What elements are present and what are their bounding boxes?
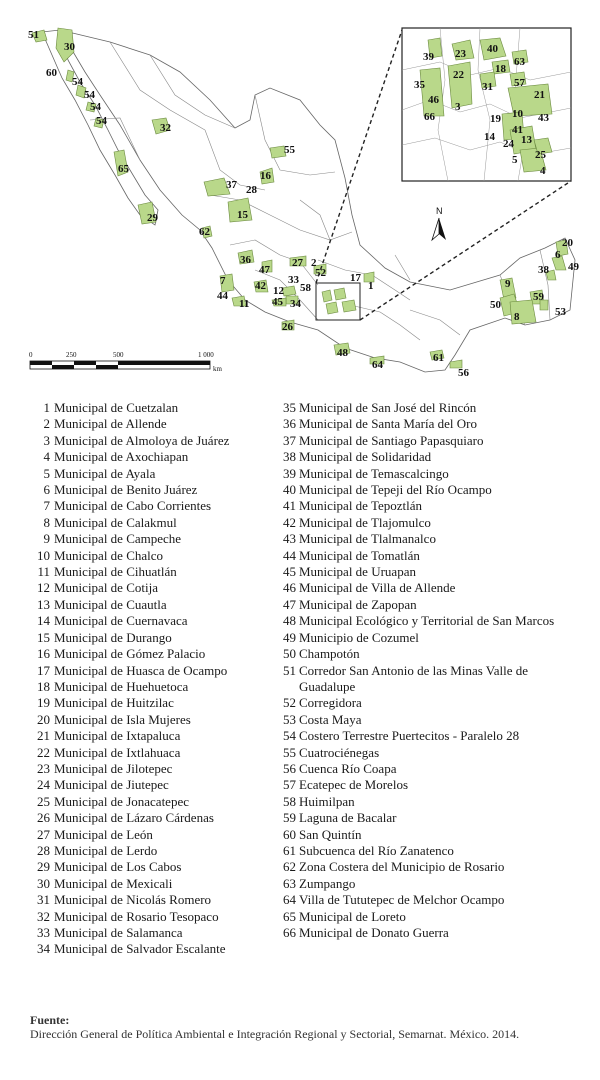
legend-number: 58 <box>283 793 296 809</box>
legend-item <box>283 498 583 514</box>
legend-name: Municipal de Tepeji del Río Ocampo <box>299 482 492 498</box>
legend-number: 3 <box>43 432 50 448</box>
legend-item <box>283 531 583 547</box>
legend-number: 63 <box>283 875 296 891</box>
area-label: 57 <box>514 77 525 89</box>
scale-tick-label: 500 <box>113 351 124 359</box>
legend-name: Zumpango <box>299 875 356 891</box>
area-label: 18 <box>495 63 506 75</box>
scale-tick-label: 250 <box>66 351 77 359</box>
legend-item <box>30 679 268 695</box>
legend-number: 37 <box>283 432 296 448</box>
legend-name: Municipal de Jiutepec <box>54 777 169 793</box>
legend-number: 59 <box>283 810 296 826</box>
legend-item <box>30 646 268 662</box>
legend-number: 29 <box>37 859 50 875</box>
area-label: 53 <box>555 306 566 318</box>
area-label: 23 <box>455 48 466 60</box>
legend-number: 61 <box>283 842 296 858</box>
legend-number: 51 <box>283 662 296 678</box>
area-label: 50 <box>490 299 501 311</box>
legend-name: Municipal de Lerdo <box>54 842 158 858</box>
legend-number: 16 <box>37 646 50 662</box>
legend-number: 22 <box>37 744 50 760</box>
legend-item <box>30 531 268 547</box>
area-label: 27 <box>292 257 303 269</box>
legend-name: Municipal de Mexicali <box>54 875 173 891</box>
legend-item <box>30 859 268 875</box>
legend-number: 49 <box>283 629 296 645</box>
legend-item <box>283 466 583 482</box>
legend-name: Municipal de Durango <box>54 629 172 645</box>
legend-number: 10 <box>37 547 50 563</box>
legend-number: 56 <box>283 760 296 776</box>
area-label: 33 <box>288 274 299 286</box>
legend-item <box>283 892 583 908</box>
legend-name: Municipal de Jonacatepec <box>54 793 189 809</box>
legend-item <box>30 728 268 744</box>
legend-item <box>30 400 268 416</box>
legend-item <box>283 777 583 793</box>
legend-number: 44 <box>283 547 296 563</box>
legend-item <box>283 712 583 728</box>
inset-map <box>402 28 571 181</box>
legend-name: Municipal de Cuautla <box>54 596 167 612</box>
legend-number: 39 <box>283 465 296 481</box>
legend-number: 50 <box>283 646 296 662</box>
legend-item <box>30 777 268 793</box>
legend-item <box>283 515 583 531</box>
legend-number: 38 <box>283 449 296 465</box>
legend-item <box>30 712 268 728</box>
legend-number: 60 <box>283 826 296 842</box>
legend-name: Municipal de Santiago Papasquiaro <box>299 432 484 448</box>
legend-number: 57 <box>283 777 296 793</box>
area-label: 31 <box>482 81 493 93</box>
legend-item <box>30 416 268 432</box>
legend-name: Municipio de Cozumel <box>299 629 419 645</box>
legend-number: 53 <box>283 711 296 727</box>
area-label: 6 <box>555 249 561 261</box>
legend-name: Municipal de Salvador Escalante <box>54 941 226 957</box>
area-label: 56 <box>458 367 469 379</box>
legend-name: Municipal de Villa de Allende <box>299 580 456 596</box>
legend-name: Municipal de Ixtapaluca <box>54 728 181 744</box>
legend-name: Costero Terrestre Puertecitos - Paralelo 28 <box>299 728 520 744</box>
legend-item <box>30 630 268 646</box>
legend-item <box>30 580 268 596</box>
legend-item <box>30 761 268 777</box>
legend-name: Municipal de Calakmul <box>54 514 177 530</box>
area-label: 47 <box>259 264 270 276</box>
legend-item <box>283 646 583 662</box>
legend-name: Municipal de Ixtlahuaca <box>54 744 181 760</box>
area-label: 10 <box>512 108 523 120</box>
legend-name: Municipal de Santa María del Oro <box>299 416 477 432</box>
area-label: 9 <box>505 278 511 290</box>
area-label: 8 <box>514 311 520 323</box>
legend-name: Corregidora <box>299 695 362 711</box>
legend-number: 11 <box>37 564 50 580</box>
legend-item <box>30 548 268 564</box>
legend-item <box>283 876 583 892</box>
area-label: 44 <box>217 290 228 302</box>
legend-number: 28 <box>37 842 50 858</box>
legend-number: 31 <box>37 892 50 908</box>
mexico-map <box>0 0 600 390</box>
legend-number: 7 <box>43 498 50 514</box>
legend-item <box>283 925 583 941</box>
legend-number: 52 <box>283 695 296 711</box>
legend-name: Municipal de Chalco <box>54 547 164 563</box>
legend-number: 48 <box>283 613 296 629</box>
legend-name: San Quintín <box>299 826 362 842</box>
legend-item <box>30 613 268 629</box>
area-label: 63 <box>514 56 525 68</box>
legend-number: 17 <box>37 662 50 678</box>
area-label: 3 <box>455 101 461 113</box>
legend-item <box>283 433 583 449</box>
legend-name: Municipal de Campeche <box>54 531 182 547</box>
area-label: 35 <box>414 79 425 91</box>
area-label: 5 <box>512 154 518 166</box>
area-label: 58 <box>300 282 311 294</box>
legend-number: 9 <box>43 531 50 547</box>
area-label: 12 <box>273 285 284 297</box>
legend-item <box>283 728 583 744</box>
legend-item <box>283 663 583 696</box>
legend-number: 18 <box>37 678 50 694</box>
legend-name: Municipal de San José del Rincón <box>299 400 477 415</box>
legend-number: 1 <box>43 400 50 415</box>
north-arrow <box>432 206 446 240</box>
legend-number: 46 <box>283 580 296 596</box>
area-label: 36 <box>240 254 251 266</box>
legend-name: Zona Costera del Municipio de Rosario <box>299 859 505 875</box>
legend-name: Municipal de Cihuatlán <box>54 564 177 580</box>
legend-item <box>30 941 268 957</box>
legend-name: Municipal de Zapopan <box>299 596 417 612</box>
area-label: 25 <box>535 149 546 161</box>
legend-name: Municipal de Gómez Palacio <box>54 646 206 662</box>
source-note <box>30 1013 570 1041</box>
legend-name: Municipal de Salamanca <box>54 925 183 940</box>
area-label: 43 <box>538 112 549 124</box>
legend-number: 65 <box>283 908 296 924</box>
area-label: 65 <box>118 163 129 175</box>
area-label: 14 <box>484 131 495 143</box>
legend-item <box>30 892 268 908</box>
legend-number: 13 <box>37 596 50 612</box>
scale-bar <box>29 351 223 373</box>
legend-name: Villa de Tututepec de Melchor Ocampo <box>299 892 505 908</box>
legend-item <box>30 794 268 810</box>
legend-number: 27 <box>37 826 50 842</box>
legend-name: Ecatepec de Morelos <box>299 777 409 793</box>
area-label: 32 <box>160 122 171 134</box>
legend-name: Cuenca Río Coapa <box>299 760 397 776</box>
legend-item <box>283 909 583 925</box>
area-label: 28 <box>246 184 257 196</box>
area-label: 16 <box>260 170 271 182</box>
legend-number: 32 <box>37 908 50 924</box>
legend-number: 43 <box>283 531 296 547</box>
legend-item <box>283 859 583 875</box>
legend-item <box>283 761 583 777</box>
legend-name: Municipal de Huasca de Ocampo <box>54 662 228 678</box>
area-label: 66 <box>424 111 435 123</box>
legend-item <box>30 909 268 925</box>
legend-number: 55 <box>283 744 296 760</box>
legend-item <box>30 466 268 482</box>
legend-number: 35 <box>283 400 296 415</box>
area-label: 13 <box>521 134 532 146</box>
legend-name: Municipal de Cuetzalan <box>54 400 179 415</box>
legend-name: Municipal de Uruapan <box>299 564 416 580</box>
area-label: 60 <box>46 67 57 79</box>
legend-number: 40 <box>283 482 296 498</box>
area-label: 34 <box>290 298 301 310</box>
legend-name: Municipal de Tomatlán <box>299 547 420 563</box>
area-label: 26 <box>282 321 293 333</box>
legend-name: Municipal de Isla Mujeres <box>54 711 191 727</box>
legend-number: 6 <box>43 482 50 498</box>
area-label: 49 <box>568 261 579 273</box>
area-label: 54 <box>72 76 83 88</box>
legend-name: Municipal de Nicolás Romero <box>54 892 212 908</box>
legend-item <box>30 695 268 711</box>
area-label: 64 <box>372 359 383 371</box>
legend-number: 4 <box>43 449 50 465</box>
area-label: 4 <box>540 165 546 177</box>
area-label: 46 <box>428 94 439 106</box>
legend-name: Municipal de Cabo Corrientes <box>54 498 212 514</box>
legend-name: Laguna de Bacalar <box>299 810 397 826</box>
source-label: Fuente: <box>30 1013 70 1027</box>
legend-item <box>283 564 583 580</box>
legend-name: Municipal de Rosario Tesopaco <box>54 908 219 924</box>
legend-name: Municipal de Loreto <box>299 908 406 924</box>
legend-item <box>30 597 268 613</box>
legend-name: Municipal de Allende <box>54 416 167 432</box>
legend-item <box>30 433 268 449</box>
legend-number: 23 <box>37 760 50 776</box>
legend-name: Municipal de Ayala <box>54 465 156 481</box>
area-label: 61 <box>433 352 444 364</box>
legend-item <box>283 548 583 564</box>
legend-number: 20 <box>37 711 50 727</box>
legend-item <box>283 745 583 761</box>
legend-item <box>283 482 583 498</box>
legend-number: 14 <box>37 613 50 629</box>
area-label: 55 <box>284 144 295 156</box>
legend-item <box>283 827 583 843</box>
area-label: 20 <box>562 237 573 249</box>
legend-number: 34 <box>37 941 50 957</box>
legend-item <box>283 400 583 416</box>
legend-name: Champotón <box>299 646 360 662</box>
legend-name: Municipal de Solidaridad <box>299 449 432 465</box>
legend-number: 45 <box>283 564 296 580</box>
legend-name: Municipal de Temascalcingo <box>299 465 449 481</box>
legend-name: Municipal de Tlalmanalco <box>299 531 436 547</box>
legend-name: Municipal de Cotija <box>54 580 158 596</box>
legend-number: 33 <box>37 925 50 940</box>
legend-name: Huimilpan <box>299 793 355 809</box>
legend-item <box>283 449 583 465</box>
legend-item <box>283 613 583 629</box>
map-figure <box>0 0 600 390</box>
legend-number: 62 <box>283 859 296 875</box>
scale-unit: km <box>213 365 222 373</box>
legend-item <box>30 449 268 465</box>
legend-item <box>283 630 583 646</box>
legend-item <box>283 695 583 711</box>
legend-number: 12 <box>37 580 50 596</box>
legend-item <box>30 843 268 859</box>
area-label: 38 <box>538 264 549 276</box>
area-label: 45 <box>272 296 283 308</box>
legend-number: 2 <box>43 416 50 432</box>
legend-name: Corredor San Antonio de las Minas Valle de Guadalupe <box>299 662 529 694</box>
legend-number: 30 <box>37 875 50 891</box>
legend-number: 41 <box>283 498 296 514</box>
legend-name: Municipal de Cuernavaca <box>54 613 188 629</box>
legend-number: 66 <box>283 925 296 940</box>
legend-column-2 <box>283 400 583 941</box>
legend-name: Municipal de Huehuetoca <box>54 678 189 694</box>
legend-number: 5 <box>43 465 50 481</box>
area-label: 54 <box>96 115 107 127</box>
legend-number: 26 <box>37 810 50 826</box>
area-label: 19 <box>490 113 501 125</box>
legend-item <box>283 597 583 613</box>
area-label: 52 <box>315 267 326 279</box>
north-label: N <box>436 206 443 216</box>
legend-name: Municipal de Lázaro Cárdenas <box>54 810 214 826</box>
area-label: 29 <box>147 212 158 224</box>
area-label: 41 <box>512 124 523 136</box>
legend-number: 54 <box>283 728 296 744</box>
area-label: 42 <box>255 280 266 292</box>
legend-number: 25 <box>37 793 50 809</box>
scale-tick-label: 1 000 <box>198 351 214 359</box>
area-label: 48 <box>337 347 348 359</box>
area-label: 54 <box>90 101 101 113</box>
area-label: 30 <box>64 41 75 53</box>
legend-name: Cuatrociénegas <box>299 744 380 760</box>
legend-number: 24 <box>37 777 50 793</box>
area-label: 1 <box>368 280 374 292</box>
legend-item <box>283 810 583 826</box>
legend-number: 21 <box>37 728 50 744</box>
area-label: 40 <box>487 43 498 55</box>
legend-name: Municipal de Los Cabos <box>54 859 182 875</box>
legend-name: Municipal de Tepoztlán <box>299 498 423 514</box>
legend-name: Subcuenca del Río Zanatenco <box>299 842 454 858</box>
area-label: 62 <box>199 226 210 238</box>
legend-item <box>30 876 268 892</box>
legend-item <box>283 843 583 859</box>
area-label: 22 <box>453 69 464 81</box>
legend-item <box>30 564 268 580</box>
area-label: 39 <box>423 51 434 63</box>
area-label: 21 <box>534 89 545 101</box>
legend-name: Municipal de Almoloya de Juárez <box>54 432 230 448</box>
legend-item <box>30 663 268 679</box>
legend-name: Municipal de Benito Juárez <box>54 482 198 498</box>
legend-item <box>30 745 268 761</box>
legend-item <box>30 827 268 843</box>
legend-name: Municipal de Axochiapan <box>54 449 189 465</box>
area-label: 37 <box>226 179 237 191</box>
legend-name: Municipal de Tlajomulco <box>299 514 431 530</box>
legend-item <box>30 482 268 498</box>
legend-name: Costa Maya <box>299 711 362 727</box>
area-label: 7 <box>220 275 226 287</box>
legend-item <box>30 515 268 531</box>
area-label: 51 <box>28 29 39 41</box>
scale-tick-label: 0 <box>29 351 33 359</box>
source-text: Dirección General de Política Ambiental e Integración Regional y Sectorial, Semarnat. México. 2014. <box>30 1027 520 1041</box>
legend-item <box>283 794 583 810</box>
legend-number: 64 <box>283 892 296 908</box>
legend-item <box>30 810 268 826</box>
legend-name: Municipal Ecológico y Territorial de San Marcos <box>299 613 555 629</box>
legend-number: 42 <box>283 514 296 530</box>
area-label: 54 <box>84 89 95 101</box>
legend-number: 8 <box>43 514 50 530</box>
area-label: 15 <box>237 209 248 221</box>
area-label: 59 <box>533 291 544 303</box>
area-label: 17 <box>350 272 361 284</box>
legend-item <box>283 580 583 596</box>
area-label: 11 <box>239 298 250 310</box>
legend-name: Municipal de Jilotepec <box>54 760 173 776</box>
legend-number: 19 <box>37 695 50 711</box>
legend-number: 36 <box>283 416 296 432</box>
legend-number: 47 <box>283 596 296 612</box>
legend-number: 15 <box>37 629 50 645</box>
legend-item <box>283 416 583 432</box>
legend-name: Municipal de Donato Guerra <box>299 925 449 940</box>
legend-column-1 <box>30 400 268 958</box>
legend-name: Municipal de León <box>54 826 153 842</box>
legend-item <box>30 498 268 514</box>
area-label: 24 <box>503 138 514 150</box>
area-label: 2 <box>311 257 317 269</box>
legend-item <box>30 925 268 941</box>
legend-name: Municipal de Huitzilac <box>54 695 174 711</box>
